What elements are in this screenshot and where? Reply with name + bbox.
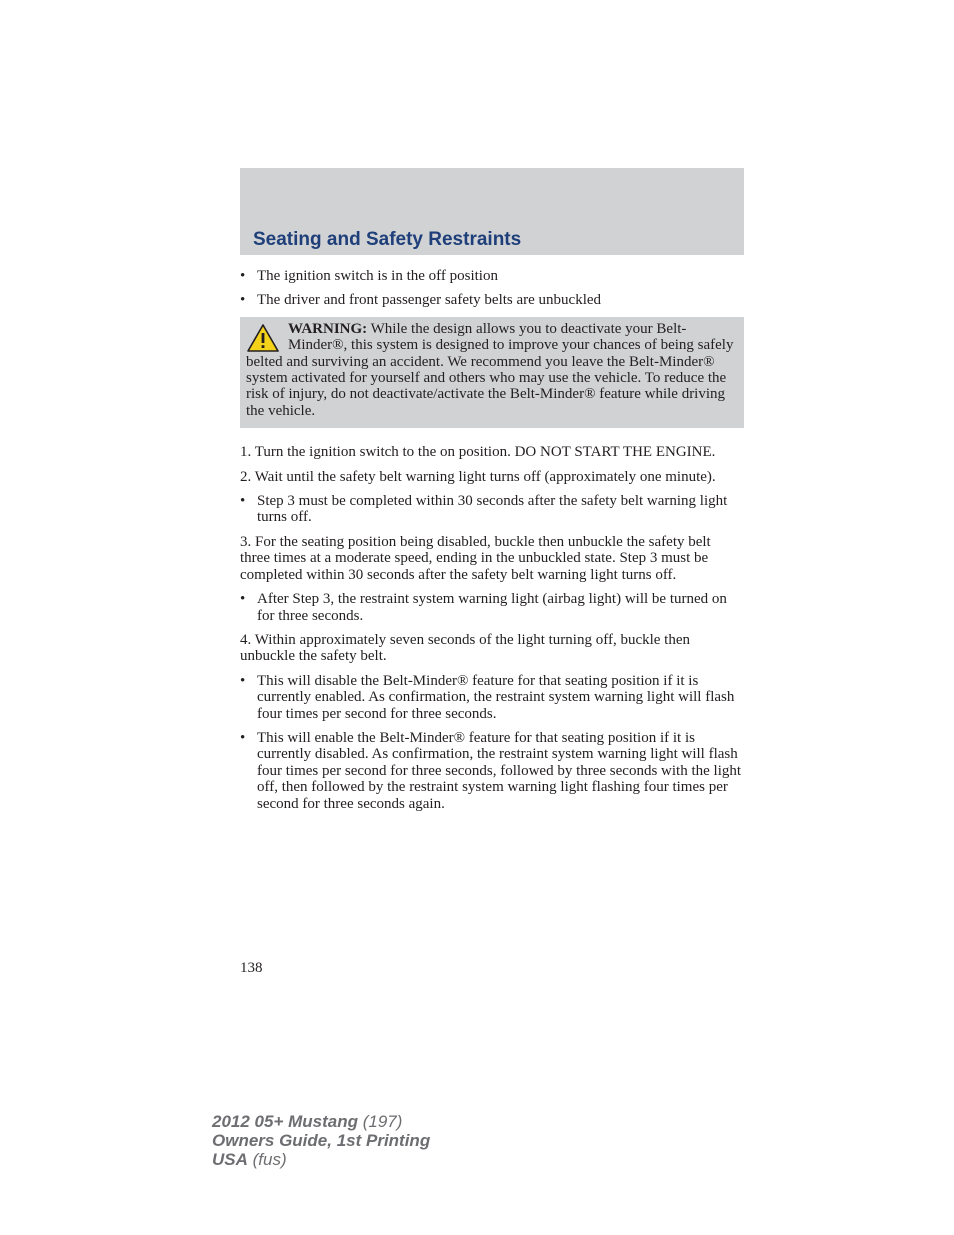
footer-guide: Owners Guide, 1st Printing <box>212 1131 431 1150</box>
step-3: 3. For the seating position being disabled, buckle then unbuckle the safety belt three times at a moderate speed, ending in the unbuckled state. Step 3 must be completed within 30 seconds after the safety belt warning light turns off. <box>240 533 711 583</box>
step-4: 4. Within approximately seven seconds of the light turning off, buckle then unbuckle the safety belt. <box>240 631 690 665</box>
bullet-marker: • <box>240 672 246 689</box>
bullet-marker: • <box>240 729 246 746</box>
list-item-text: The driver and front passenger safety belts are unbuckled <box>257 292 602 309</box>
footer-region-code: (fus) <box>247 1150 287 1169</box>
bullet-marker: • <box>240 493 246 510</box>
footer-model-code: (197) <box>358 1112 403 1131</box>
footer-line-region <box>212 1150 430 1169</box>
list-item <box>240 493 744 526</box>
list-item-text: After Step 3, the restraint system warning light (airbag light) will be turned on for three seconds. <box>257 591 727 624</box>
footer-line-model <box>212 1112 430 1131</box>
warning-text: While the design allows you to deactivate your Belt-Minder®, this system is designed to improve your chances of being safely belted and surviving an accident. We recommend you leave the Belt-Minder® system activated for yourself and others who may use the vehicle. To reduce the risk of injury, do not deactivate/activate the Belt-Minder® feature while driving the vehicle. <box>246 320 734 419</box>
section-title: Seating and Safety Restraints <box>253 229 522 250</box>
list-item <box>240 268 744 284</box>
document-footer <box>212 1112 430 1169</box>
list-item <box>240 730 744 812</box>
warning-label: WARNING: <box>288 320 368 337</box>
step-1: 1. Turn the ignition switch to the on position. DO NOT START THE ENGINE. <box>240 444 716 461</box>
list-item-text: This will disable the Belt-Minder® feature for that seating position if it is currently enabled. As confirmation, the restraint system warning light will flash four times per second for three seconds. <box>257 672 735 722</box>
warning-box <box>240 317 744 428</box>
bullet-marker: • <box>240 292 246 309</box>
bullet-marker: • <box>240 268 246 284</box>
list-item <box>240 673 744 722</box>
list-item-text: The ignition switch is in the off position <box>257 268 498 284</box>
footer-line-guide <box>212 1131 430 1150</box>
page-number: 138 <box>240 960 263 976</box>
list-item <box>240 591 744 624</box>
list-item <box>240 292 744 308</box>
bullet-marker: • <box>240 591 246 608</box>
step-2: 2. Wait until the safety belt warning light turns off (approximately one minute). <box>240 468 716 485</box>
list-item-text: This will enable the Belt-Minder® feature for that seating position if it is currently disabled. As confirmation, the restraint system warning light will flash four times per second for three seconds, followed by three seconds with the light off, then followed by the restraint system warning light flashing four times per second for three seconds again. <box>257 729 742 812</box>
warning-triangle-icon <box>246 323 280 353</box>
footer-model: 2012 05+ Mustang <box>212 1112 358 1131</box>
footer-region: USA <box>212 1150 248 1169</box>
list-item-text: Step 3 must be completed within 30 seconds after the safety belt warning light turns off. <box>257 493 728 526</box>
page-content <box>240 268 744 820</box>
section-header-band <box>240 168 744 255</box>
